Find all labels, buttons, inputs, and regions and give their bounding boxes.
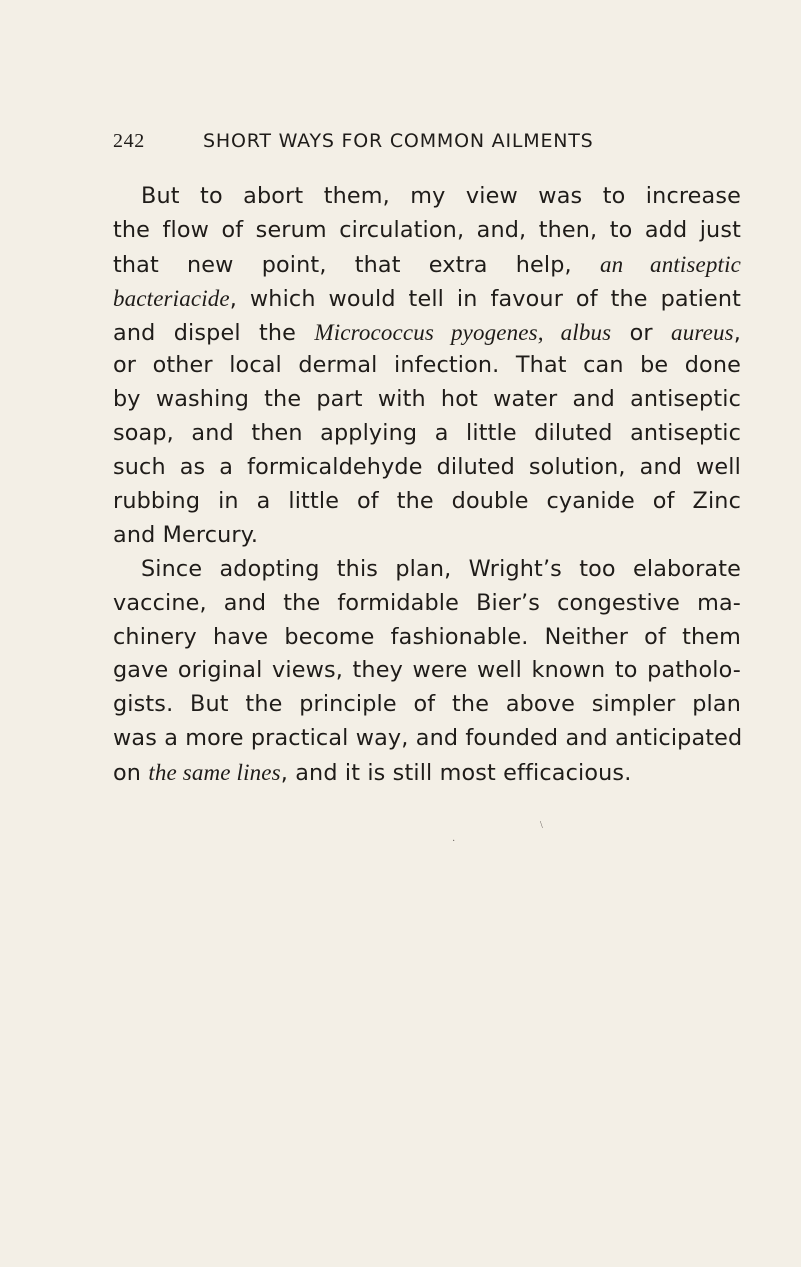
text-line [113,214,741,248]
italic-run: Micrococcus pyogenes, albus [314,319,612,345]
text-run: was a more practical way, and founded and anticipated [113,725,743,752]
body-text [113,180,741,790]
text-line [113,180,741,214]
text-run: gists. But the principle of the above simpler plan [113,691,741,718]
text-line [113,621,741,655]
text-run: such as a formicaldehyde diluted solution, and well [113,454,741,481]
italic-run: bacteriacide [113,285,230,311]
text-line [113,654,741,688]
print-speck: · [452,836,456,847]
text-line [113,688,741,722]
text-run: Since adopting this plan, Wright’s too elaborate [141,555,741,582]
text-run: chinery have become fashionable. Neither of them [113,623,741,650]
text-run: soap, and then applying a little diluted antiseptic [113,420,741,447]
text-line [113,282,741,316]
italic-run: aureus [671,319,734,345]
text-line [113,417,741,451]
text-line [113,316,741,350]
text-run: or other local dermal infection. That can be done [113,352,741,379]
page-number: 242 [113,130,145,152]
page-header [113,130,741,160]
running-head: SHORT WAYS FOR COMMON AILMENTS [203,130,594,152]
text-run: the flow of serum circulation, and, then, to add just [113,216,741,243]
text-line [113,485,741,519]
text-line [113,756,741,790]
text-line [113,248,741,282]
text-run: or [629,319,653,346]
text-line [113,349,741,383]
text-run: and Mercury. [113,521,259,548]
text-line [113,587,741,621]
text-run: and dispel the [113,319,297,346]
text-run: that new point, that extra help, [113,251,572,278]
text-run: on [113,760,142,787]
text-run: by washing the part with hot water and antiseptic [113,386,741,413]
text-run: , which would tell in favour of the patient [229,285,741,312]
text-line [113,722,741,756]
text-line [113,383,741,417]
text-line [113,553,741,587]
text-run: , [733,319,741,346]
text-run: gave original views, they were well known to patholo- [113,657,741,684]
print-speck: \ [540,820,543,831]
text-line [113,519,741,553]
italic-run: an antiseptic [599,251,741,277]
text-line [113,451,741,485]
text-run: vaccine, and the formidable Bier’s congestive ma- [113,589,741,616]
text-run: , and it is still most efficacious. [280,760,632,787]
italic-run: the same lines [148,760,281,786]
text-run: But to abort them, my view was to increase [141,183,741,209]
text-run: rubbing in a little of the double cyanide of Zinc [113,488,741,515]
